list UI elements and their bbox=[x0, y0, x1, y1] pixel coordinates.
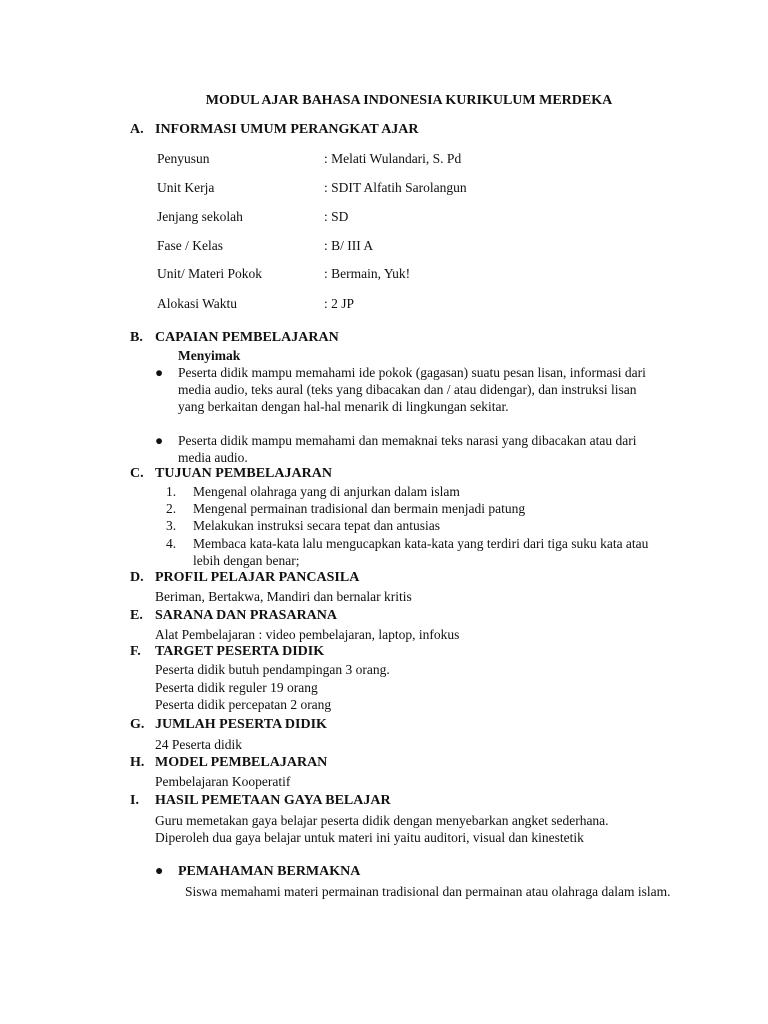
list-item bbox=[155, 364, 655, 415]
section-g-heading bbox=[130, 716, 327, 733]
list-item bbox=[166, 500, 666, 517]
item-number: 4. bbox=[166, 536, 177, 551]
section-a-heading bbox=[130, 121, 419, 138]
info-value: : SDIT Alfatih Sarolangun bbox=[324, 180, 467, 195]
info-value: : Bermain, Yuk! bbox=[324, 266, 411, 281]
section-h-body: Pembelajaran Kooperatif bbox=[155, 774, 291, 789]
section-letter: D. bbox=[130, 570, 144, 585]
info-label: Penyusun bbox=[157, 151, 210, 166]
bullet-icon: ● bbox=[155, 864, 164, 879]
section-title: SARANA DAN PRASARANA bbox=[155, 608, 338, 623]
list-item bbox=[155, 432, 655, 466]
section-e-body: Alat Pembelajaran : video pembelajaran, laptop, infokus bbox=[155, 627, 460, 642]
info-label: Unit Kerja bbox=[157, 180, 215, 195]
section-title: TARGET PESERTA DIDIK bbox=[155, 644, 325, 659]
section-h-heading bbox=[130, 754, 327, 771]
bullet-icon: ● bbox=[155, 433, 164, 448]
bullet-icon: ● bbox=[155, 365, 164, 380]
item-text: Mengenal permainan tradisional dan bermain menjadi patung bbox=[193, 501, 526, 516]
section-letter: I. bbox=[130, 793, 139, 808]
section-i-line: Guru memetakan gaya belajar peserta didik dengan menyebarkan angket sederhana. bbox=[155, 813, 609, 828]
info-label: Alokasi Waktu bbox=[157, 296, 238, 311]
document-title: MODUL AJAR BAHASA INDONESIA KURIKULUM MERDEKA bbox=[205, 93, 613, 108]
section-c-heading bbox=[130, 465, 332, 482]
section-title: PROFIL PELAJAR PANCASILA bbox=[155, 570, 360, 585]
info-value: : 2 JP bbox=[324, 296, 355, 311]
pemahaman-heading bbox=[155, 863, 360, 880]
section-letter: A. bbox=[130, 122, 144, 137]
info-value: : Melati Wulandari, S. Pd bbox=[324, 151, 462, 166]
item-text: Mengenal olahraga yang di anjurkan dalam islam bbox=[193, 484, 460, 499]
list-item bbox=[166, 535, 666, 569]
section-letter: B. bbox=[130, 330, 143, 345]
item-number: 1. bbox=[166, 484, 177, 499]
subheading-menyimak: Menyimak bbox=[178, 348, 241, 363]
section-title: HASIL PEMETAAN GAYA BELAJAR bbox=[155, 793, 391, 808]
item-number: 2. bbox=[166, 501, 177, 516]
section-b-heading bbox=[130, 329, 339, 346]
item-text: Melakukan instruksi secara tepat dan antusias bbox=[193, 518, 441, 533]
section-title: MODEL PEMBELAJARAN bbox=[155, 755, 328, 770]
section-title: TUJUAN PEMBELAJARAN bbox=[155, 466, 332, 481]
item-number: 3. bbox=[166, 518, 177, 533]
info-label: Unit/ Materi Pokok bbox=[157, 266, 262, 281]
section-i-line: Diperoleh dua gaya belajar untuk materi ini yaitu auditori, visual dan kinestetik bbox=[155, 830, 584, 845]
list-item bbox=[166, 517, 666, 534]
section-f-heading bbox=[130, 643, 324, 660]
section-f-line: Peserta didik reguler 19 orang bbox=[155, 680, 318, 695]
info-label: Fase / Kelas bbox=[157, 238, 223, 253]
bullet-text: Peserta didik mampu memahami dan memaknai teks narasi yang dibacakan atau dari media audio. bbox=[178, 433, 637, 465]
section-title: JUMLAH PESERTA DIDIK bbox=[155, 717, 327, 732]
section-letter: H. bbox=[130, 755, 145, 770]
section-letter: C. bbox=[130, 466, 144, 481]
section-g-body: 24 Peserta didik bbox=[155, 737, 242, 752]
section-d-heading bbox=[130, 569, 359, 586]
section-letter: G. bbox=[130, 717, 145, 732]
section-title: CAPAIAN PEMBELAJARAN bbox=[155, 330, 339, 345]
item-text: Membaca kata-kata lalu mengucapkan kata-kata yang terdiri dari tiga suku kata atau lebih dengan benar; bbox=[193, 536, 649, 568]
section-letter: F. bbox=[130, 644, 141, 659]
pemahaman-title: PEMAHAMAN BERMAKNA bbox=[178, 864, 361, 879]
list-item bbox=[166, 483, 666, 500]
pemahaman-body: Siswa memahami materi permainan tradisional dan permainan atau olahraga dalam islam. bbox=[185, 884, 671, 899]
section-letter: E. bbox=[130, 608, 143, 623]
section-d-body: Beriman, Bertakwa, Mandiri dan bernalar kritis bbox=[155, 589, 412, 604]
section-title: INFORMASI UMUM PERANGKAT AJAR bbox=[155, 122, 419, 137]
section-f-line: Peserta didik percepatan 2 orang bbox=[155, 697, 332, 712]
section-f-line: Peserta didik butuh pendampingan 3 orang. bbox=[155, 662, 390, 677]
info-label: Jenjang sekolah bbox=[157, 209, 243, 224]
info-value: : SD bbox=[324, 209, 349, 224]
section-i-heading bbox=[130, 792, 391, 809]
section-e-heading bbox=[130, 607, 337, 624]
bullet-text: Peserta didik mampu memahami ide pokok (gagasan) suatu pesan lisan, informasi dari media audio, teks aural (teks yang dibacakan dan / atau didengar), dan instruksi lisan yang berkaitan dengan hal-hal menarik di lingkungan sekitar. bbox=[178, 365, 646, 414]
info-value: : B/ III A bbox=[324, 238, 374, 253]
